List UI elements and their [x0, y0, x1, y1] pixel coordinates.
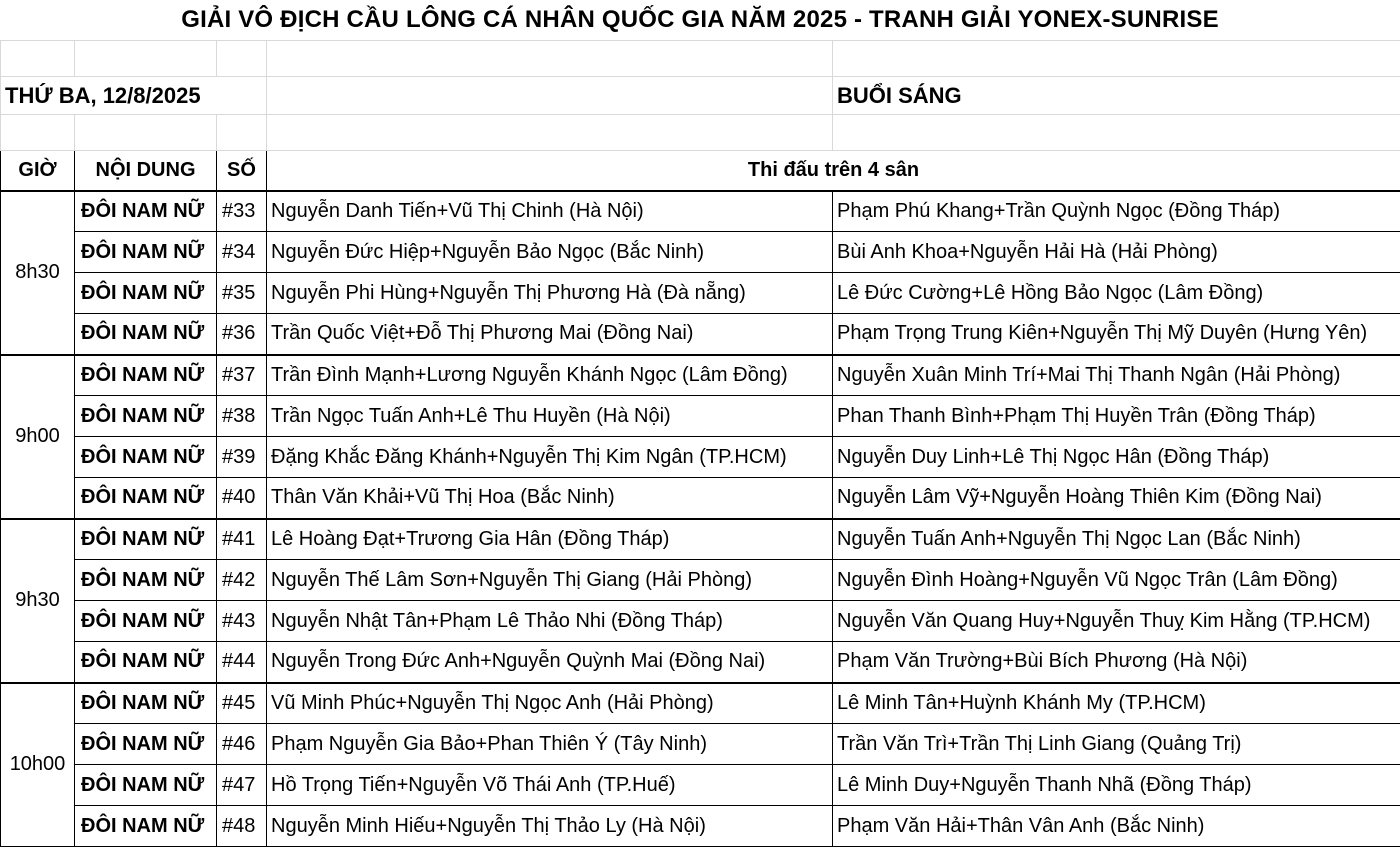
team1-cell: Nguyễn Đức Hiệp+Nguyễn Bảo Ngọc (Bắc Ninh) [267, 232, 833, 273]
team1-cell: Đặng Khắc Đăng Khánh+Nguyễn Thị Kim Ngân (TP.HCM) [267, 437, 833, 478]
day-label: THỨ BA, 12/8/2025 [1, 77, 267, 115]
event-cell: ĐÔI NAM NỮ [75, 642, 217, 683]
team2-cell: Nguyễn Lâm Vỹ+Nguyễn Hoàng Thiên Kim (Đồng Nai) [833, 478, 1400, 519]
team1-cell: Nguyễn Minh Hiếu+Nguyễn Thị Thảo Ly (Hà Nội) [267, 806, 833, 847]
team2-cell: Trần Văn Trì+Trần Thị Linh Giang (Quảng Trị) [833, 724, 1400, 765]
match-number: #42 [217, 560, 267, 601]
team1-cell: Nguyễn Thế Lâm Sơn+Nguyễn Thị Giang (Hải Phòng) [267, 560, 833, 601]
event-cell: ĐÔI NAM NỮ [75, 560, 217, 601]
team2-cell: Nguyễn Tuấn Anh+Nguyễn Thị Ngọc Lan (Bắc Ninh) [833, 519, 1400, 560]
match-row [1, 478, 1400, 519]
match-row [1, 314, 1400, 355]
match-row [1, 765, 1400, 806]
match-number: #44 [217, 642, 267, 683]
team2-cell: Nguyễn Đình Hoàng+Nguyễn Vũ Ngọc Trân (Lâm Đồng) [833, 560, 1400, 601]
match-number: #33 [217, 191, 267, 232]
schedule-sheet [0, 40, 1400, 847]
match-number: #46 [217, 724, 267, 765]
event-cell: ĐÔI NAM NỮ [75, 724, 217, 765]
time-slot: 8h30 [1, 191, 75, 355]
team2-cell: Nguyễn Duy Linh+Lê Thị Ngọc Hân (Đồng Tháp) [833, 437, 1400, 478]
event-cell: ĐÔI NAM NỮ [75, 355, 217, 396]
session-label: BUỔI SÁNG [833, 77, 1400, 115]
match-number: #37 [217, 355, 267, 396]
event-cell: ĐÔI NAM NỮ [75, 314, 217, 355]
event-cell: ĐÔI NAM NỮ [75, 519, 217, 560]
team1-cell: Hồ Trọng Tiến+Nguyễn Võ Thái Anh (TP.Huế) [267, 765, 833, 806]
team2-cell: Phạm Phú Khang+Trần Quỳnh Ngọc (Đồng Tháp) [833, 191, 1400, 232]
team2-cell: Lê Đức Cường+Lê Hồng Bảo Ngọc (Lâm Đồng) [833, 273, 1400, 314]
event-cell: ĐÔI NAM NỮ [75, 683, 217, 724]
header-courts: Thi đấu trên 4 sân [267, 151, 1400, 191]
time-slot: 9h00 [1, 355, 75, 519]
match-row [1, 273, 1400, 314]
team1-cell: Nguyễn Phi Hùng+Nguyễn Thị Phương Hà (Đà nẵng) [267, 273, 833, 314]
match-number: #41 [217, 519, 267, 560]
event-cell: ĐÔI NAM NỮ [75, 437, 217, 478]
team1-cell: Lê Hoàng Đạt+Trương Gia Hân (Đồng Tháp) [267, 519, 833, 560]
team2-cell: Lê Minh Duy+Nguyễn Thanh Nhã (Đồng Tháp) [833, 765, 1400, 806]
match-row [1, 683, 1400, 724]
match-row [1, 191, 1400, 232]
match-number: #35 [217, 273, 267, 314]
header-event: NỘI DUNG [75, 151, 217, 191]
match-row [1, 642, 1400, 683]
team1-cell: Trần Ngọc Tuấn Anh+Lê Thu Huyền (Hà Nội) [267, 396, 833, 437]
team1-cell: Nguyễn Trong Đức Anh+Nguyễn Quỳnh Mai (Đồng Nai) [267, 642, 833, 683]
team2-cell: Phạm Văn Hải+Thân Vân Anh (Bắc Ninh) [833, 806, 1400, 847]
time-slot: 10h00 [1, 683, 75, 847]
match-row [1, 437, 1400, 478]
event-cell: ĐÔI NAM NỮ [75, 396, 217, 437]
match-row [1, 396, 1400, 437]
match-number: #40 [217, 478, 267, 519]
team2-cell: Nguyễn Văn Quang Huy+Nguyễn Thuỵ Kim Hằng (TP.HCM) [833, 601, 1400, 642]
team1-cell: Trần Đình Mạnh+Lương Nguyễn Khánh Ngọc (Lâm Đồng) [267, 355, 833, 396]
event-cell: ĐÔI NAM NỮ [75, 765, 217, 806]
team1-cell: Phạm Nguyễn Gia Bảo+Phan Thiên Ý (Tây Ninh) [267, 724, 833, 765]
team1-cell: Trần Quốc Việt+Đỗ Thị Phương Mai (Đồng Nai) [267, 314, 833, 355]
time-slot: 9h30 [1, 519, 75, 683]
event-cell: ĐÔI NAM NỮ [75, 273, 217, 314]
event-cell: ĐÔI NAM NỮ [75, 232, 217, 273]
event-cell: ĐÔI NAM NỮ [75, 806, 217, 847]
header-number: SỐ [217, 151, 267, 191]
match-number: #38 [217, 396, 267, 437]
match-row [1, 806, 1400, 847]
team1-cell: Thân Văn Khải+Vũ Thị Hoa (Bắc Ninh) [267, 478, 833, 519]
match-row [1, 601, 1400, 642]
date-row [1, 77, 1400, 115]
event-cell: ĐÔI NAM NỮ [75, 478, 217, 519]
match-number: #39 [217, 437, 267, 478]
match-number: #43 [217, 601, 267, 642]
match-number: #34 [217, 232, 267, 273]
team2-cell: Lê Minh Tân+Huỳnh Khánh My (TP.HCM) [833, 683, 1400, 724]
match-number: #48 [217, 806, 267, 847]
header-row [1, 151, 1400, 191]
match-row [1, 724, 1400, 765]
sheet-title: GIẢI VÔ ĐỊCH CẦU LÔNG CÁ NHÂN QUỐC GIA NĂM 2025 - TRANH GIẢI YONEX-SUNRISE [0, 0, 1400, 40]
team2-cell: Phan Thanh Bình+Phạm Thị Huyền Trân (Đồng Tháp) [833, 396, 1400, 437]
team1-cell: Nguyễn Danh Tiến+Vũ Thị Chinh (Hà Nội) [267, 191, 833, 232]
team1-cell: Vũ Minh Phúc+Nguyễn Thị Ngọc Anh (Hải Phòng) [267, 683, 833, 724]
team2-cell: Phạm Trọng Trung Kiên+Nguyễn Thị Mỹ Duyên (Hưng Yên) [833, 314, 1400, 355]
event-cell: ĐÔI NAM NỮ [75, 601, 217, 642]
match-row [1, 519, 1400, 560]
blank-row [1, 115, 1400, 151]
match-number: #47 [217, 765, 267, 806]
event-cell: ĐÔI NAM NỮ [75, 191, 217, 232]
match-number: #45 [217, 683, 267, 724]
team2-cell: Phạm Văn Trường+Bùi Bích Phương (Hà Nội) [833, 642, 1400, 683]
header-time: GIỜ [1, 151, 75, 191]
match-row [1, 355, 1400, 396]
team2-cell: Bùi Anh Khoa+Nguyễn Hải Hà (Hải Phòng) [833, 232, 1400, 273]
match-number: #36 [217, 314, 267, 355]
blank-row [1, 41, 1400, 77]
match-row [1, 232, 1400, 273]
match-row [1, 560, 1400, 601]
team2-cell: Nguyễn Xuân Minh Trí+Mai Thị Thanh Ngân (Hải Phòng) [833, 355, 1400, 396]
team1-cell: Nguyễn Nhật Tân+Phạm Lê Thảo Nhi (Đồng Tháp) [267, 601, 833, 642]
